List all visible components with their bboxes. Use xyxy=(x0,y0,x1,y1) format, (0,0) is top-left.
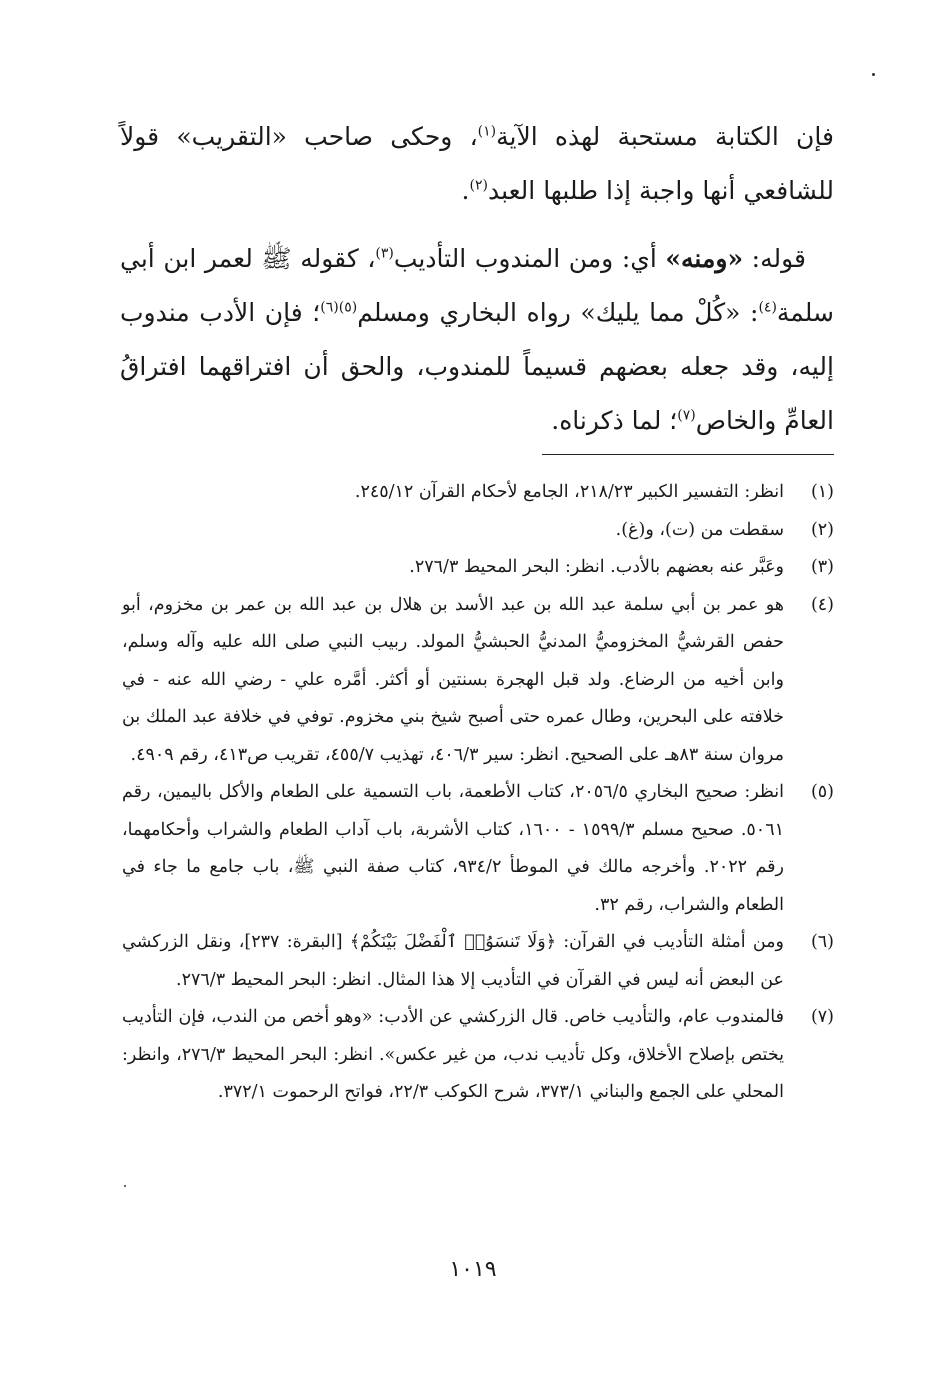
footnote-ref-4: (٤) xyxy=(758,299,777,316)
footnote-ref-1: (١) xyxy=(477,123,497,140)
footnote xyxy=(122,512,834,550)
footnote xyxy=(122,999,834,1112)
paragraph-2 xyxy=(120,232,834,448)
footnote xyxy=(122,587,834,775)
footnote-ref-5-6: (٥)(٦) xyxy=(320,299,358,316)
footnote-number: (٤) xyxy=(810,594,834,615)
footnote-text: ومن أمثلة التأديب في القرآن: ﴿وَلَا تَنسَوُا۟ ٱلْفَضْلَ بَيْنَكُمْ﴾ [البقرة: ٢٣٧]، ونقل الزركشي عن البعض أنه ليس في القرآن في التأديب إلا هذا المثال. انظر: البحر المحيط ٢٧٦/٣. xyxy=(122,932,784,990)
page-number: ١٠١٩ xyxy=(449,1257,497,1282)
footnote-text: وعَبَّر عنه بعضهم بالأدب. انظر: البحر المحيط ٢٧٦/٣. xyxy=(409,557,784,577)
footnote-text: فالمندوب عام، والتأديب خاص. قال الزركشي عن الأدب: «وهو أخص من الندب، فإن التأديب يختص بإصلاح الأخلاق، وكل تأديب ندب، من غير عكس». انظر: البحر المحيط ٢٧٦/٣، وانظر: المحلي على الجمع والبناني ٣٧٣/١، شرح الكوكب ٢٢/٣، فواتح الرحموت ٣٧٢/١. xyxy=(122,1007,784,1102)
para2-text-d: : «كُلْ مما يليك» رواه البخاري ومسلم xyxy=(357,298,759,327)
footnote xyxy=(122,774,834,924)
footnote-ref-7: (٧) xyxy=(677,407,696,424)
scan-speck xyxy=(872,73,875,76)
footnote xyxy=(122,549,834,587)
para1-text-a: فإن الكتابة مستحبة لهذه الآية xyxy=(496,122,834,151)
scan-speck xyxy=(124,1185,126,1187)
footnote-number: (٦) xyxy=(810,932,834,952)
para2-text-c: ، كقوله ﷺ لعمر ابن أبي سلمة xyxy=(120,244,834,327)
footnote-number: (٣) xyxy=(810,557,834,577)
footnote xyxy=(122,474,834,512)
footnote-separator xyxy=(542,454,834,455)
footnotes xyxy=(122,474,834,1112)
para2-text-e: ؛ فإن الأدب مندوب إليه، وقد جعله بعضهم قسيماً للمندوب، والحق أن افتراقهما افتراقُ العامِّ والخاص xyxy=(120,298,834,435)
footnote-text: هو عمر بن أبي سلمة عبد الله بن عبد الأسد بن هلال بن عبد الله بن عمر بن مخزوم، أبو حفص القرشيُّ المخزوميُّ المدنيُّ الحبشيُّ المولد. ربيب النبي صلى الله عليه وآله وسلم، وابن أخيه من الرضاع. ولد قبل الهجرة بسنتين أو أكثر. أمَّره علي - رضي الله عنه - في خلافته على البحرين، وطال عمره حتى أصبح شيخ بني مخزوم. توفي في خلافة عبد الملك بن مروان سنة ٨٣هـ على الصحيح. انظر: سير ٤٠٦/٣، تهذيب ٤٥٥/٧، تقريب ص٤١٣، رقم ٤٩٠٩. xyxy=(122,594,784,765)
footnote-number: (٥) xyxy=(810,782,834,802)
footnote-number: (١) xyxy=(810,482,834,502)
footnote xyxy=(122,924,834,999)
para2-text-a: قوله: xyxy=(743,244,806,273)
footnote-number: (٧) xyxy=(810,1007,834,1027)
footnote-ref-3: (٣) xyxy=(375,245,394,262)
footnote-number: (٢) xyxy=(810,519,834,540)
footnote-text: انظر: صحيح البخاري ٢٠٥٦/٥، كتاب الأطعمة، باب التسمية على الطعام والأكل باليمين، رقم ٥٠٦١. صحيح مسلم ١٥٩٩/٣ - ١٦٠٠، كتاب الأشربة، باب آداب الطعام والشراب وأحكامهما، رقم ٢٠٢٢. وأخرجه مالك في الموطأ ٩٣٤/٢، كتاب صفة النبي ﷺ، باب جامع ما جاء في الطعام والشراب، رقم ٣٢. xyxy=(122,782,784,915)
footnote-text: انظر: التفسير الكبير ٢١٨/٢٣، الجامع لأحكام القرآن ٢٤٥/١٢. xyxy=(354,482,784,502)
para1-text-c: . xyxy=(461,176,470,205)
para2-text-f: ؛ لما ذكرناه. xyxy=(551,406,678,435)
paragraph-1 xyxy=(120,110,834,218)
footnote-text: سقطت من (ت)، و(غ). xyxy=(615,519,784,540)
para2-bold-term: «ومنه» xyxy=(665,244,744,273)
footnote-ref-2: (٢) xyxy=(469,177,488,194)
para1-text-b: ، وحكى صاحب «التقريب» قولاً للشافعي أنها واجبة إذا طلبها العبد xyxy=(120,122,834,205)
para2-text-b: أي: ومن المندوب التأديب xyxy=(393,244,666,273)
main-text xyxy=(120,110,834,448)
